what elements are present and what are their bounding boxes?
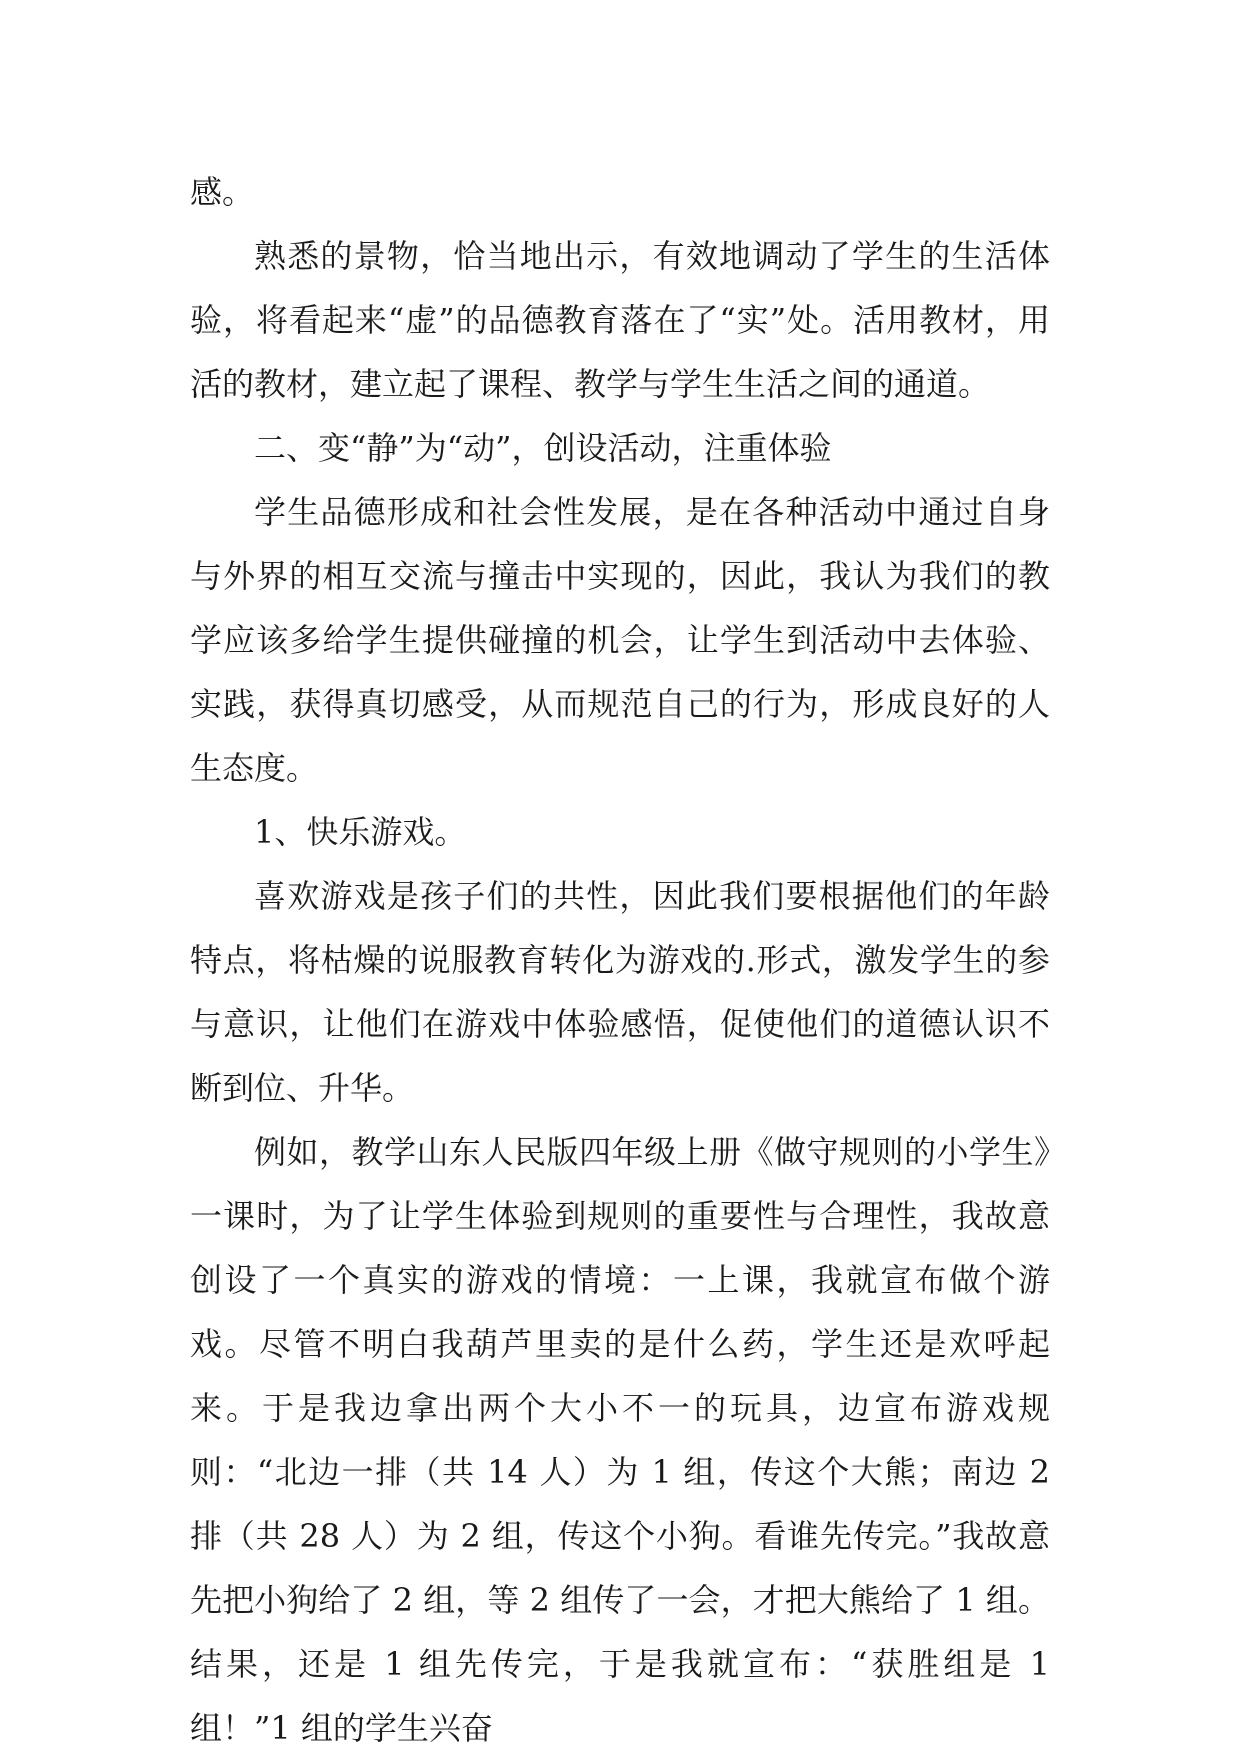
- subsection-heading-1: 1、快乐游戏。: [254, 813, 467, 851]
- paragraph-example: 例如，教学山东人民版四年级上册《做守规则的小学生》一课时，为了让学生体验到规则的重要性与合理性，我故意创设了一个真实的游戏的情境：一上课，我就宣布做个游戏。尽管不明白我葫芦里卖的是什么药，学生还是欢呼起来。于是我边拿出两个大小不一的玩具，边宣布游戏规则：“北边一排（共 14 人）为 1 组，传这个大熊；南边 2 排（共 28 人）为 2 组，传这个小狗。看谁先传完。”我故意先把小狗给了 2 组，等 2 组传了一会，才把大熊给了 1 组。结果，还是 1 组先传完，于是我就宣布：“获胜组是 1 组！”1 组的学生兴奋: [190, 1133, 1050, 1747]
- paragraph-continuation: 感。: [190, 173, 255, 211]
- section-heading-2: 二、变“静”为“动”，创设活动，注重体验: [254, 429, 832, 467]
- paragraph-moral-development: 学生品德形成和社会性发展，是在各种活动中通过自身与外界的相互交流与撞击中实现的，因此，我认为我们的教学应该多给学生提供碰撞的机会，让学生到活动中去体验、实践，获得真切感受，从而规范自己的行为，形成良好的人生态度。: [190, 493, 1050, 787]
- document-body: [190, 160, 1050, 1760]
- paragraph-familiar-scenery: 熟悉的景物，恰当地出示，有效地调动了学生的生活体验，将看起来“虚”的品德教育落在了“实”处。活用教材，用活的教材，建立起了课程、教学与学生生活之间的通道。: [190, 237, 1050, 403]
- paragraph-games: 喜欢游戏是孩子们的共性，因此我们要根据他们的年龄特点，将枯燥的说服教育转化为游戏的.形式，激发学生的参与意识，让他们在游戏中体验感悟，促使他们的道德认识不断到位、升华。: [190, 877, 1050, 1107]
